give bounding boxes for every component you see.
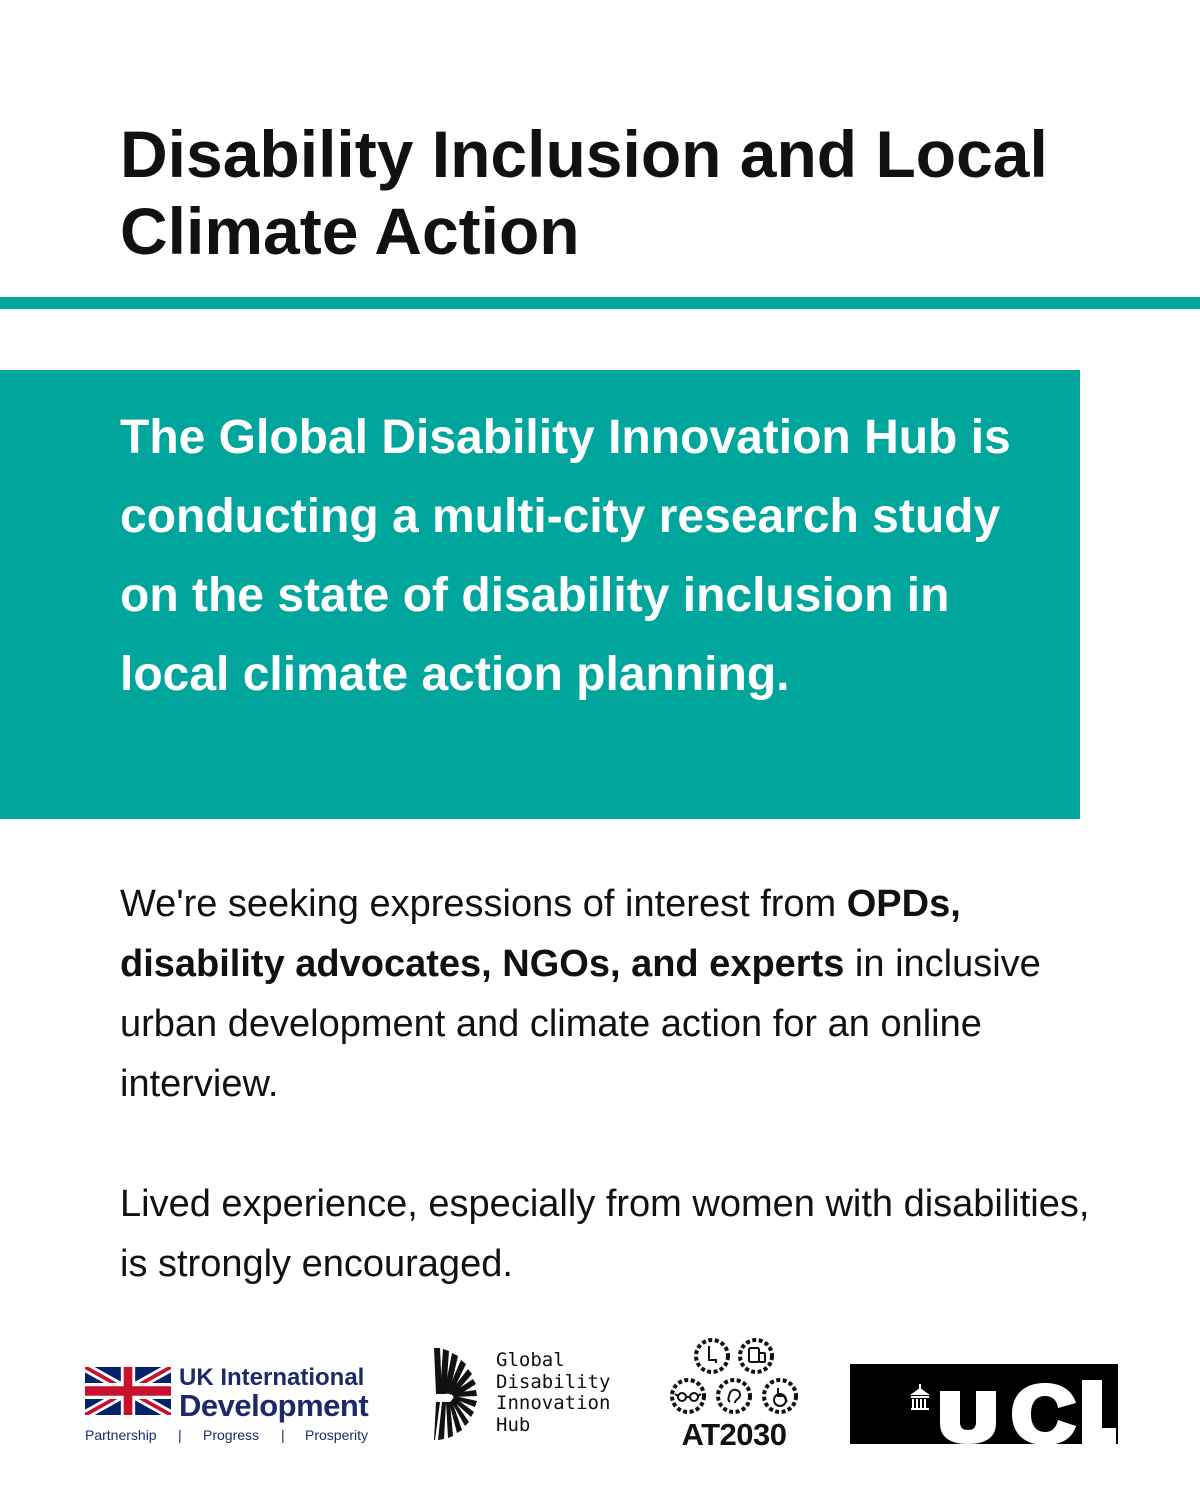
- p1-audience: OPDs, disability advocates, NGOs, and experts: [120, 883, 961, 985]
- ukid-tag-partnership: Partnership: [85, 1427, 157, 1443]
- at2030-label: AT2030: [681, 1417, 787, 1452]
- gdi-wordmark: [496, 1350, 610, 1436]
- uk-international-development-logo: [85, 1364, 375, 1446]
- ukid-line2: Development: [179, 1388, 369, 1423]
- gdi-burst-icon: [432, 1346, 488, 1442]
- union-jack-icon: [85, 1367, 171, 1415]
- gdi-word-4: Hub: [496, 1413, 531, 1436]
- ukid-tag-sep2: |: [281, 1427, 285, 1443]
- gdi-word-2: Disability: [496, 1370, 611, 1393]
- p1-tail: in inclusive urban development and climate action for an online interview.: [120, 943, 1041, 1105]
- gdi-hub-logo: [432, 1346, 622, 1442]
- ucl-logo: [850, 1364, 1118, 1444]
- p1-lead: We're seeking expressions of interest from: [120, 883, 847, 925]
- call-for-interest-paragraph: [120, 874, 1090, 1114]
- title-divider: [0, 297, 1200, 309]
- ukid-tag-sep1: |: [178, 1427, 182, 1443]
- ukid-line1: UK International: [179, 1364, 365, 1391]
- gdi-word-3: Innovation: [496, 1392, 611, 1414]
- at2030-gears-icon: [664, 1336, 804, 1420]
- lived-experience-paragraph: Lived experience, especially from women with disabilities, is strongly encouraged.: [120, 1183, 1090, 1285]
- at2030-logo: [664, 1336, 804, 1452]
- highlight-text: The Global Disability Innovation Hub is conducting a multi-city research study on the state of disability inclusion in local climate action planning.: [120, 411, 1011, 701]
- gdi-word-1: Global: [496, 1349, 565, 1371]
- page-title: Disability Inclusion and Local Climate Action: [120, 117, 1048, 268]
- ukid-tag-progress: Progress: [203, 1427, 260, 1443]
- ucl-wordmark: [850, 1364, 1118, 1444]
- ukid-tag-prosperity: Prosperity: [305, 1427, 369, 1443]
